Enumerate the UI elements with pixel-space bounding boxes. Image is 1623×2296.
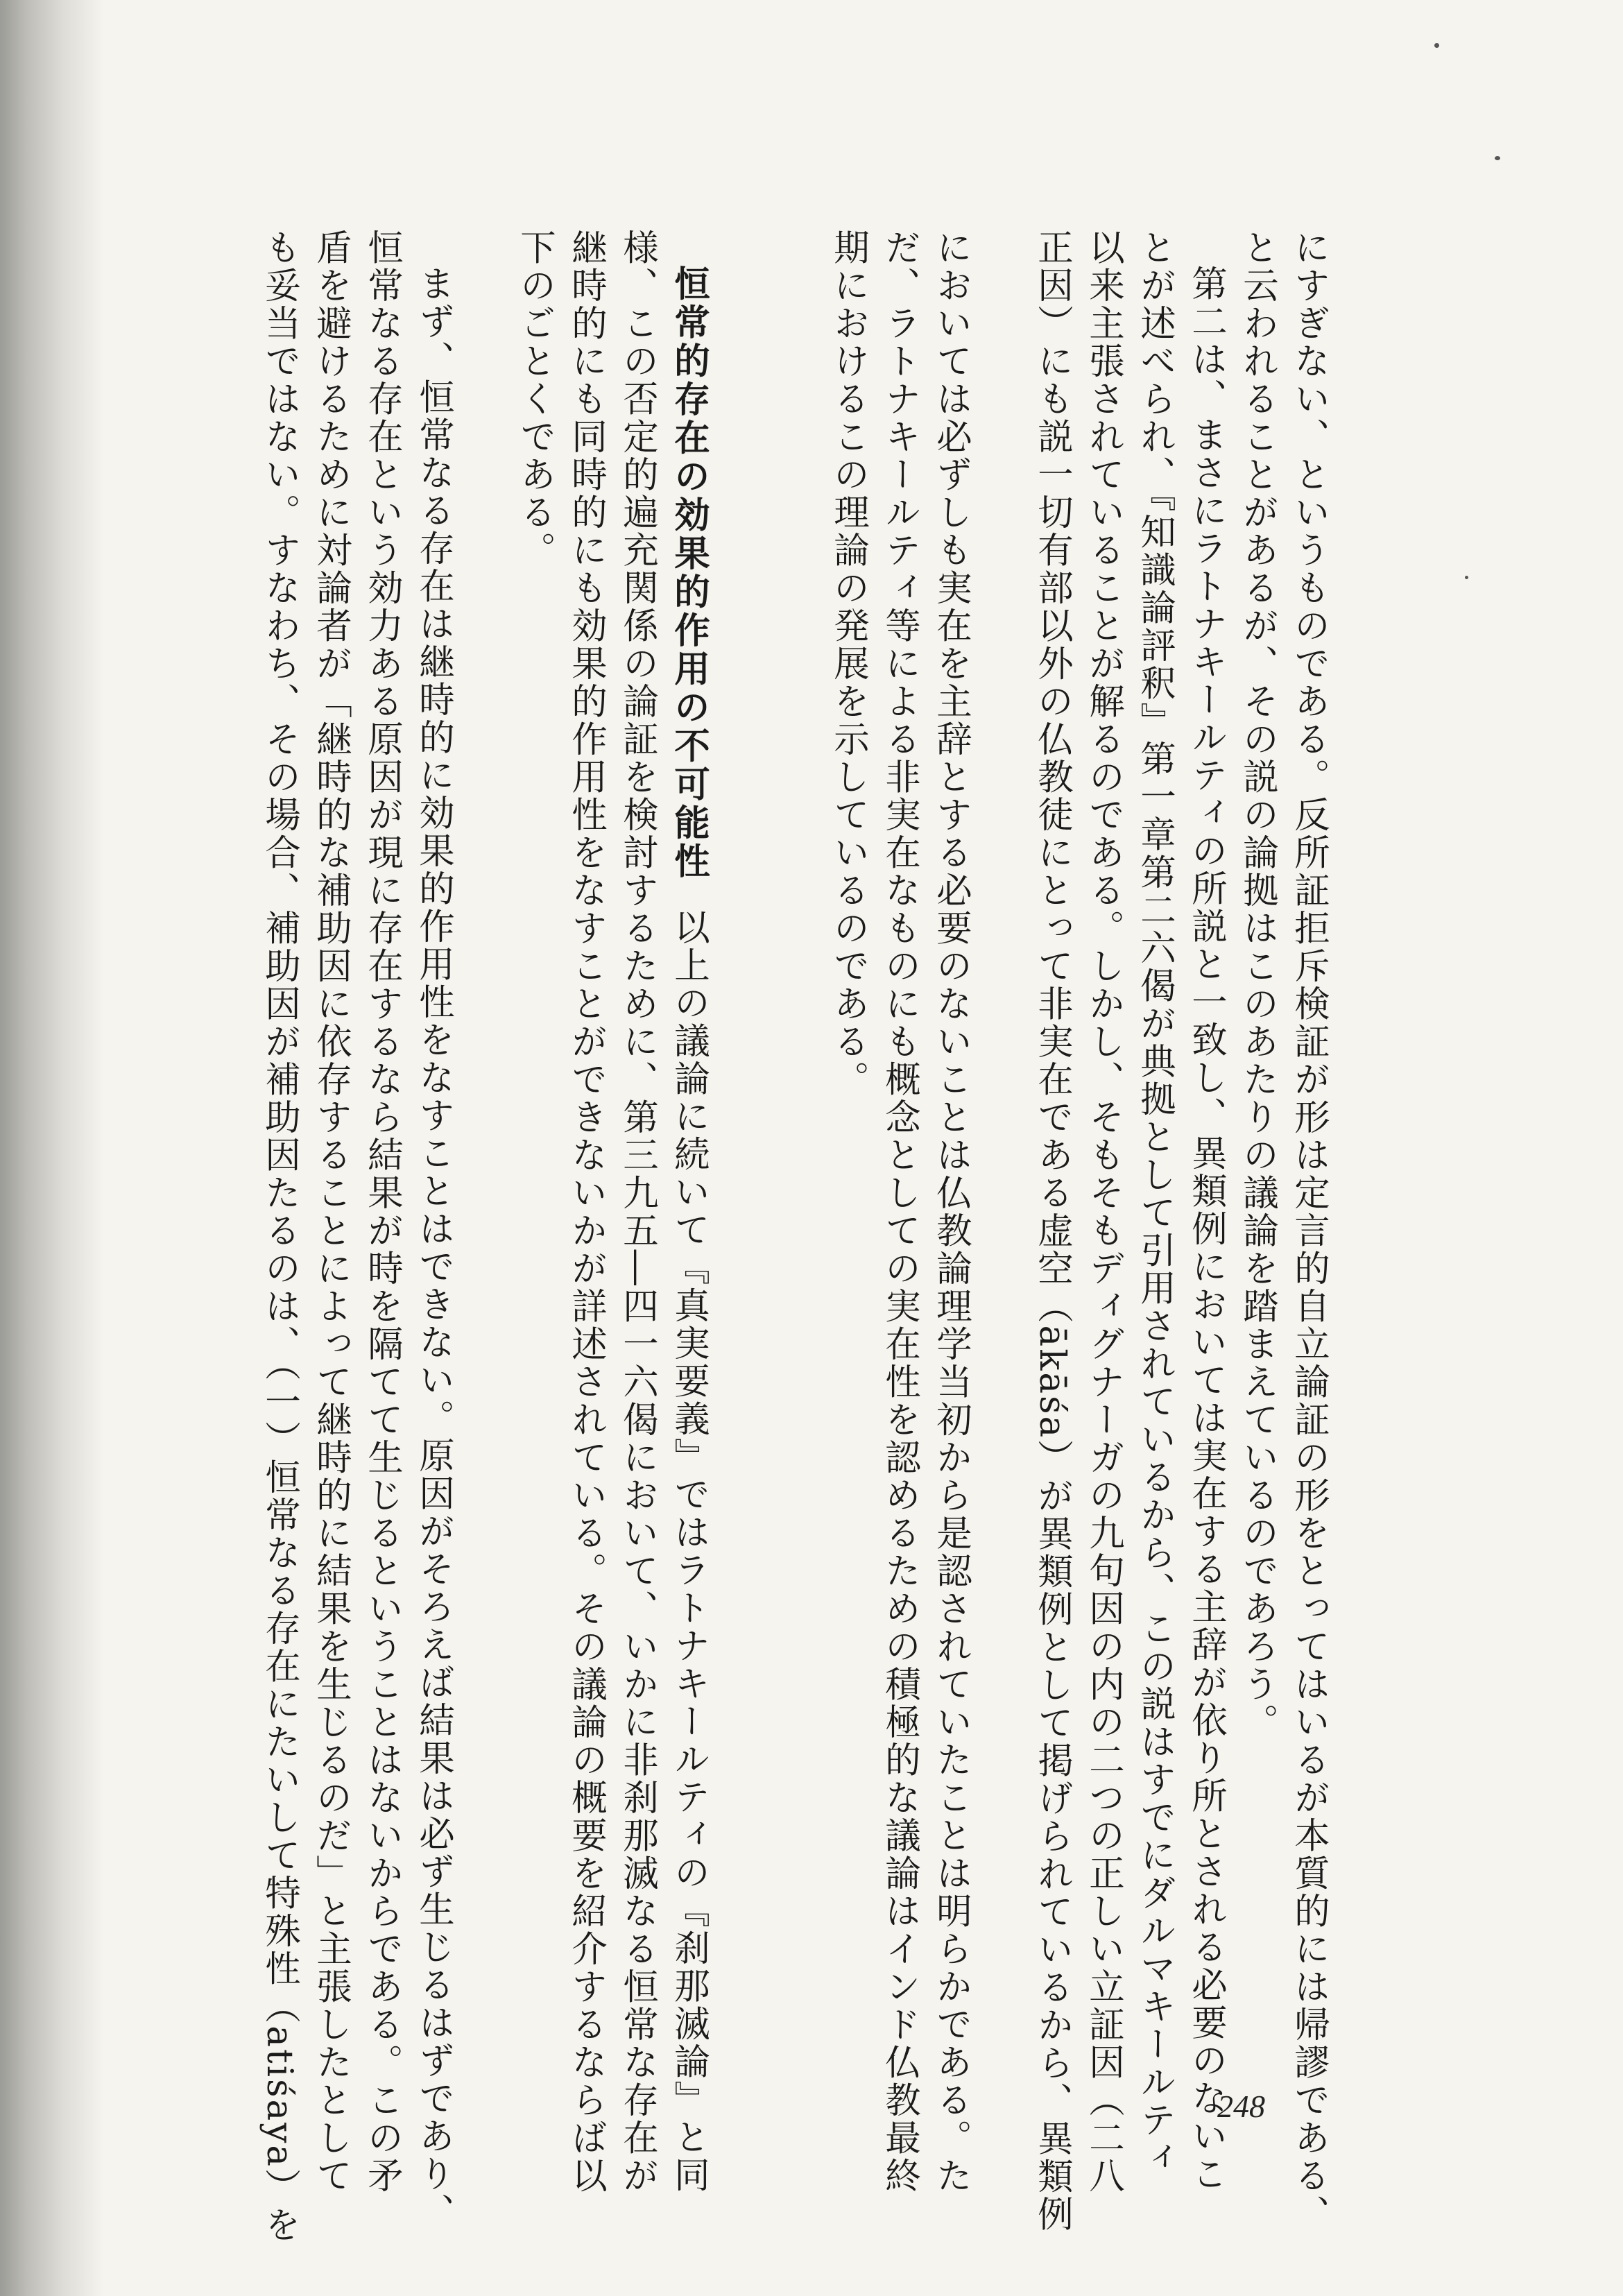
text-line: だ、ラトナキールティ等による非実在なものにも概念としての実在性を認めるための積極的な議論はインド仏教最終 — [879, 229, 920, 2195]
section-heading: 恒常的存在の効果的作用の不可能性 — [668, 265, 710, 881]
scan-binding-shadow — [0, 0, 104, 2296]
text-line: 第二は、まさにラトナキールティの所説と一致し、異類例においては実在する主辞が依り所とされる必要のないこ — [1185, 265, 1227, 2193]
text-line: においては必ずしも実在を主辞とする必要のないことは仏教論理学当初から是認されていたことは明らかである。た — [930, 229, 972, 2195]
text-line: 正因）にも説一切有部以外の仏教徒にとって非実在である虚空（ākāśa）が異類例として掲げられているから、異類例 — [1031, 229, 1073, 2234]
text-line: 期におけるこの理論の発展を示しているのである。 — [827, 229, 869, 1099]
text-line: 継時的にも同時的にも効果的作用性をなすことができないかが詳述されている。その議論の概要を紹介するならば以 — [565, 229, 607, 2195]
section-heading-line — [663, 229, 714, 2194]
text-line: 盾を避けるために対論者が「継時的な補助因に依存することによって継時的に結果を生じるのだ」と主張したとして — [310, 229, 352, 2195]
text-line: まず、恒常なる存在は継時的に効果的作用性をなすことはできない。原因がそろえば結果は必ず生じるはずであり、 — [413, 265, 454, 2231]
text-line: と云われることがあるが、その説の論拠はこのあたりの議論を踏まえているのであろう。 — [1237, 229, 1278, 1741]
page-number: 248 — [1217, 2089, 1265, 2124]
text-line: 様、この否定的遍充関係の論証を検討するために、第三九五―四一六偈において、いかに非刹那滅なる恒常な存在が — [617, 229, 658, 2195]
text-line: とが述べられ、『知識論評釈』第一章第二六偈が典拠として引用されているから、この説はすでにダルマキールティ — [1134, 229, 1176, 2177]
text-line: も妥当ではない。すなわち、その場合、補助因が補助因たるのは、（一）恒常なる存在にたいして特殊性（atiśaya）を — [259, 229, 300, 2245]
text-line: にすぎない、というものである。反所証拒斥検証が形は定言的自立論証の形をとってはいるが本質的には帰謬である、 — [1288, 229, 1330, 2233]
text-line: 恒常なる存在という効力ある原因が現に存在するなら結果が時を隔てて生じるということはないからである。この矛 — [361, 229, 403, 2195]
text-line: 以来主張されていることが解るのである。しかし、そもそもディグナーガの九句因の内の二つの正しい立証因（二八 — [1083, 229, 1124, 2195]
heading-rest-text: 以上の議論に続いて『真実要義』ではラトナキールティの『刹那滅論』と同 — [668, 909, 710, 2194]
text-line: 下のごとくである。 — [514, 229, 556, 569]
scan-speck — [1434, 43, 1439, 48]
scan-speck — [1465, 576, 1468, 579]
scan-speck — [1495, 156, 1500, 160]
